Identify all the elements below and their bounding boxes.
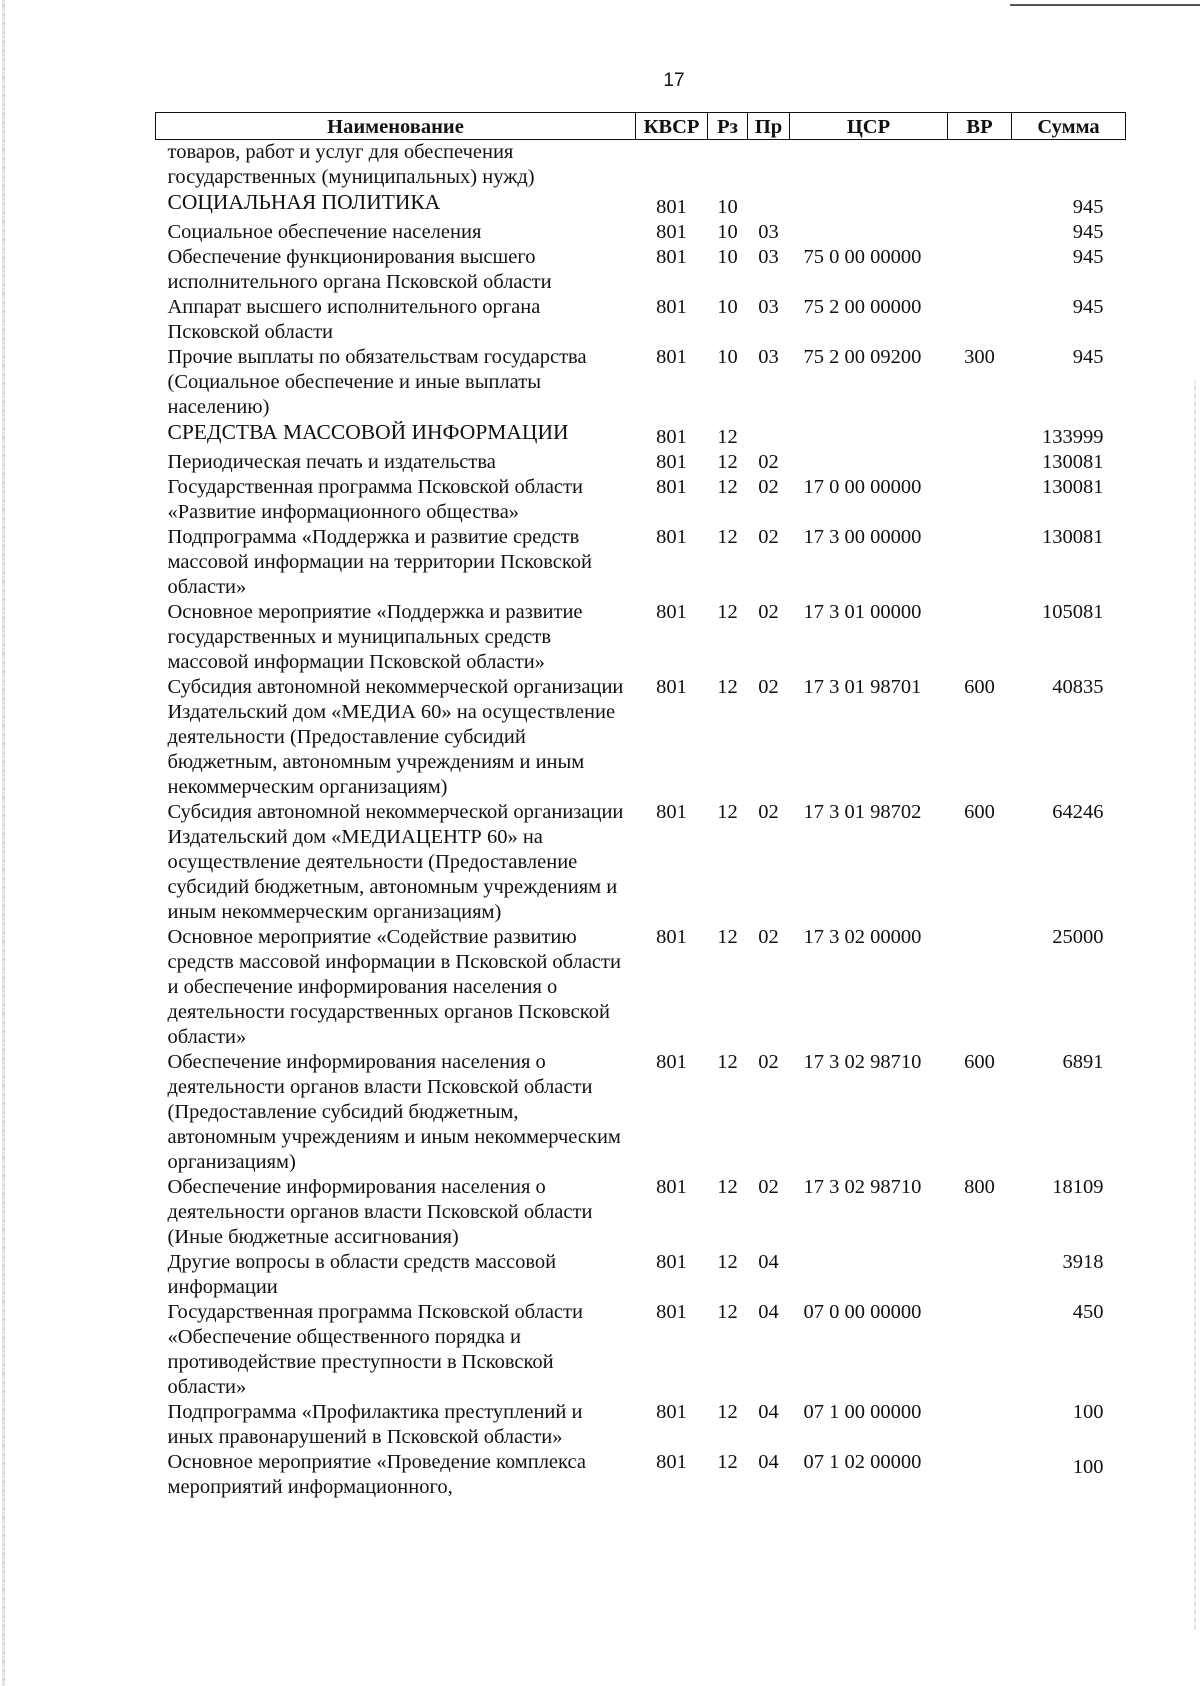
- cell-sum: 64246: [1052, 801, 1104, 823]
- table-row: [156, 190, 1126, 220]
- cell-rz: 12: [717, 1251, 738, 1273]
- header-sum: Сумма: [1012, 113, 1126, 140]
- cell-kvsr: 801: [656, 1051, 687, 1073]
- cell-vr: [948, 450, 1012, 475]
- cell-pr: 02: [758, 601, 779, 623]
- table-row: [156, 420, 1126, 450]
- cell-kvsr: 801: [656, 196, 687, 218]
- cell-rz: [708, 140, 748, 191]
- cell-kvsr: 801: [656, 676, 687, 698]
- table-row: [156, 220, 1126, 245]
- header-vr: ВР: [948, 113, 1012, 140]
- cell-csr: 17 3 02 00000: [803, 926, 922, 948]
- cell-name: Другие вопросы в области средств массовой информации: [167, 1251, 557, 1298]
- cell-rz: 10: [717, 346, 738, 368]
- cell-kvsr: 801: [656, 451, 687, 473]
- cell-rz: 12: [717, 1176, 738, 1198]
- header-kvsr: КВСР: [636, 113, 708, 140]
- cell-kvsr: 801: [656, 346, 687, 368]
- cell-csr: 17 3 01 98701: [803, 676, 922, 698]
- cell-vr: [948, 220, 1012, 245]
- table-row: [156, 600, 1126, 675]
- cell-pr: 04: [758, 1301, 779, 1323]
- table-row: [156, 525, 1126, 600]
- scan-edge-right: [1194, 380, 1196, 1630]
- cell-kvsr: 801: [656, 526, 687, 548]
- table-row: [156, 1450, 1126, 1500]
- table-row: [156, 800, 1126, 925]
- cell-pr: 02: [758, 451, 779, 473]
- cell-vr: [948, 1450, 1012, 1500]
- table-row: [156, 675, 1126, 800]
- cell-name: Периодическая печать и издательства: [167, 451, 496, 473]
- cell-vr: [948, 525, 1012, 600]
- cell-pr: 04: [758, 1401, 779, 1423]
- table-row: [156, 1250, 1126, 1300]
- cell-name: СРЕДСТВА МАССОВОЙ ИНФОРМАЦИИ: [167, 420, 569, 444]
- cell-vr: 300: [964, 346, 995, 368]
- cell-sum: 945: [1072, 196, 1104, 218]
- cell-sum: [1012, 140, 1126, 191]
- cell-rz: 12: [717, 676, 738, 698]
- cell-vr: [948, 190, 1012, 220]
- cell-sum: 450: [1072, 1301, 1104, 1323]
- cell-vr: [948, 1400, 1012, 1450]
- cell-csr: 17 3 00 00000: [803, 526, 922, 548]
- cell-rz: 12: [717, 526, 738, 548]
- cell-name: СОЦИАЛЬНАЯ ПОЛИТИКА: [167, 190, 441, 214]
- cell-name: Подпрограмма «Профилактика преступлений и иных правонарушений в Псковской области»: [167, 1401, 583, 1448]
- cell-vr: 600: [964, 676, 995, 698]
- cell-name: Аппарат высшего исполнительного органа Псковской области: [167, 296, 541, 343]
- cell-sum: 25000: [1052, 926, 1104, 948]
- cell-vr: [948, 1300, 1012, 1400]
- table-row: [156, 345, 1126, 420]
- cell-kvsr: 801: [656, 1401, 687, 1423]
- cell-sum: 130081: [1042, 476, 1104, 498]
- cell-vr: [948, 420, 1012, 450]
- cell-pr: 03: [758, 296, 779, 318]
- cell-vr: 600: [964, 801, 995, 823]
- cell-csr: [790, 140, 948, 191]
- scan-edge-left: [2, 0, 5, 1686]
- cell-rz: 12: [717, 926, 738, 948]
- cell-csr: 17 0 00 00000: [803, 476, 922, 498]
- cell-sum: 133999: [1042, 426, 1104, 448]
- table-row: [156, 295, 1126, 345]
- cell-kvsr: 801: [656, 801, 687, 823]
- cell-csr: [790, 450, 948, 475]
- cell-rz: 10: [717, 296, 738, 318]
- cell-name: Обеспечение информирования населения о деятельности органов власти Псковской области (Иные бюджетные ассигнования): [167, 1176, 593, 1248]
- cell-csr: [790, 420, 948, 450]
- table-row: [156, 1050, 1126, 1175]
- cell-rz: 12: [717, 476, 738, 498]
- table-header-row: [156, 113, 1126, 140]
- cell-sum: 130081: [1042, 526, 1104, 548]
- cell-vr: [948, 600, 1012, 675]
- cell-vr: 600: [964, 1051, 995, 1073]
- cell-rz: 10: [717, 246, 738, 268]
- cell-name: Субсидия автономной некоммерческой организации Издательский дом «МЕДИА 60» на осуществление деятельности (Предоставление субсидий бюджетным, автономным учреждениям и иным некоммерческим организациям): [167, 676, 624, 798]
- cell-kvsr: 801: [656, 601, 687, 623]
- table-row: [156, 925, 1126, 1050]
- cell-pr: 02: [758, 801, 779, 823]
- cell-pr: 02: [758, 476, 779, 498]
- table-row: [156, 1300, 1126, 1400]
- cell-name: Основное мероприятие «Содействие развитию средств массовой информации в Псковской области и обеспечение информирования населения о деятельности государственных органов Псковской области»: [167, 926, 621, 1048]
- table-row: [156, 1175, 1126, 1250]
- cell-rz: 12: [717, 601, 738, 623]
- header-name: Наименование: [156, 113, 636, 140]
- cell-name: Социальное обеспечение населения: [167, 221, 482, 243]
- table-row: [156, 140, 1126, 191]
- cell-name: Подпрограмма «Поддержка и развитие средств массовой информации на территории Псковской области»: [167, 526, 592, 598]
- cell-rz: 12: [717, 451, 738, 473]
- cell-kvsr: 801: [656, 926, 687, 948]
- cell-sum: 100: [1072, 1401, 1104, 1423]
- cell-name: товаров, работ и услуг для обеспечения государственных (муниципальных) нужд): [167, 141, 535, 188]
- cell-kvsr: 801: [656, 1176, 687, 1198]
- cell-csr: 75 2 00 09200: [803, 346, 922, 368]
- cell-name: Прочие выплаты по обязательствам государства (Социальное обеспечение и иные выплаты населению): [167, 346, 587, 418]
- cell-csr: 17 3 02 98710: [803, 1176, 922, 1198]
- cell-kvsr: 801: [656, 221, 687, 243]
- cell-kvsr: 801: [656, 426, 687, 448]
- cell-csr: 17 3 01 98702: [803, 801, 922, 823]
- cell-pr: 04: [758, 1451, 779, 1473]
- cell-csr: 75 0 00 00000: [803, 246, 922, 268]
- cell-sum: 18109: [1052, 1176, 1104, 1198]
- cell-pr: 04: [758, 1251, 779, 1273]
- cell-kvsr: [636, 140, 708, 191]
- cell-csr: [790, 220, 948, 245]
- cell-vr: [948, 140, 1012, 191]
- cell-pr: 02: [758, 1051, 779, 1073]
- cell-pr: 02: [758, 676, 779, 698]
- cell-rz: 12: [717, 801, 738, 823]
- cell-name: Основное мероприятие «Проведение комплекса мероприятий информационного,: [167, 1451, 586, 1498]
- cell-rz: 12: [717, 426, 738, 448]
- cell-rz: 12: [717, 1051, 738, 1073]
- cell-sum: 945: [1072, 296, 1104, 318]
- cell-vr: [948, 1250, 1012, 1300]
- cell-csr: 75 2 00 00000: [803, 296, 922, 318]
- header-rz: Рз: [708, 113, 748, 140]
- header-csr: ЦСР: [790, 113, 948, 140]
- cell-name: Субсидия автономной некоммерческой организации Издательский дом «МЕДИАЦЕНТР 60» на осуществление деятельности (Предоставление субсидий бюджетным, автономным учреждениям и иным некоммерческим организациям): [167, 801, 624, 923]
- cell-sum: 105081: [1042, 601, 1104, 623]
- cell-vr: 800: [964, 1176, 995, 1198]
- cell-csr: [790, 1250, 948, 1300]
- cell-kvsr: 801: [656, 1301, 687, 1323]
- header-pr: Пр: [748, 113, 790, 140]
- cell-kvsr: 801: [656, 246, 687, 268]
- cell-kvsr: 801: [656, 476, 687, 498]
- table-row: [156, 450, 1126, 475]
- cell-sum: 3918: [1062, 1251, 1104, 1273]
- cell-sum: 945: [1072, 221, 1104, 243]
- scan-edge-top: [1010, 4, 1200, 6]
- cell-sum: 945: [1072, 246, 1104, 268]
- cell-pr: 02: [758, 1176, 779, 1198]
- cell-pr: [748, 420, 790, 450]
- budget-table: [155, 112, 1126, 1500]
- cell-vr: [948, 925, 1012, 1050]
- cell-rz: 12: [717, 1451, 738, 1473]
- cell-csr: 07 1 02 00000: [803, 1451, 922, 1473]
- table-row: [156, 1400, 1126, 1450]
- cell-csr: 17 3 02 98710: [803, 1051, 922, 1073]
- cell-pr: 03: [758, 346, 779, 368]
- cell-pr: 03: [758, 221, 779, 243]
- cell-rz: 12: [717, 1401, 738, 1423]
- cell-pr: [748, 190, 790, 220]
- cell-kvsr: 801: [656, 1451, 687, 1473]
- cell-kvsr: 801: [656, 296, 687, 318]
- cell-pr: 02: [758, 926, 779, 948]
- cell-vr: [948, 475, 1012, 525]
- table-row: [156, 475, 1126, 525]
- cell-sum: 6891: [1062, 1051, 1104, 1073]
- cell-pr: [748, 140, 790, 191]
- cell-name: Государственная программа Псковской области «Развитие информационного общества»: [167, 476, 583, 523]
- table-row: [156, 245, 1126, 295]
- cell-name: Обеспечение информирования населения о деятельности органов власти Псковской области (Предоставление субсидий бюджетным, автономным учреждениям и иным некоммерческим организациям): [167, 1051, 621, 1173]
- cell-rz: 10: [717, 196, 738, 218]
- cell-rz: 10: [717, 221, 738, 243]
- cell-sum: 945: [1072, 346, 1104, 368]
- cell-vr: [948, 245, 1012, 295]
- cell-rz: 12: [717, 1301, 738, 1323]
- cell-csr: 07 1 00 00000: [803, 1401, 922, 1423]
- cell-sum: 40835: [1052, 676, 1104, 698]
- cell-csr: [790, 190, 948, 220]
- cell-name: Обеспечение функционирования высшего исполнительного органа Псковской области: [167, 246, 552, 293]
- cell-csr: 07 0 00 00000: [803, 1301, 922, 1323]
- cell-sum: 100: [1072, 1456, 1104, 1478]
- cell-kvsr: 801: [656, 1251, 687, 1273]
- cell-name: Основное мероприятие «Поддержка и развитие государственных и муниципальных средств массовой информации Псковской области»: [167, 601, 583, 673]
- cell-name: Государственная программа Псковской области «Обеспечение общественного порядка и противодействие преступности в Псковской области»: [167, 1301, 583, 1398]
- cell-pr: 03: [758, 246, 779, 268]
- cell-pr: 02: [758, 526, 779, 548]
- cell-sum: 130081: [1042, 451, 1104, 473]
- cell-vr: [948, 295, 1012, 345]
- cell-csr: 17 3 01 00000: [803, 601, 922, 623]
- page-number: 17: [663, 70, 685, 91]
